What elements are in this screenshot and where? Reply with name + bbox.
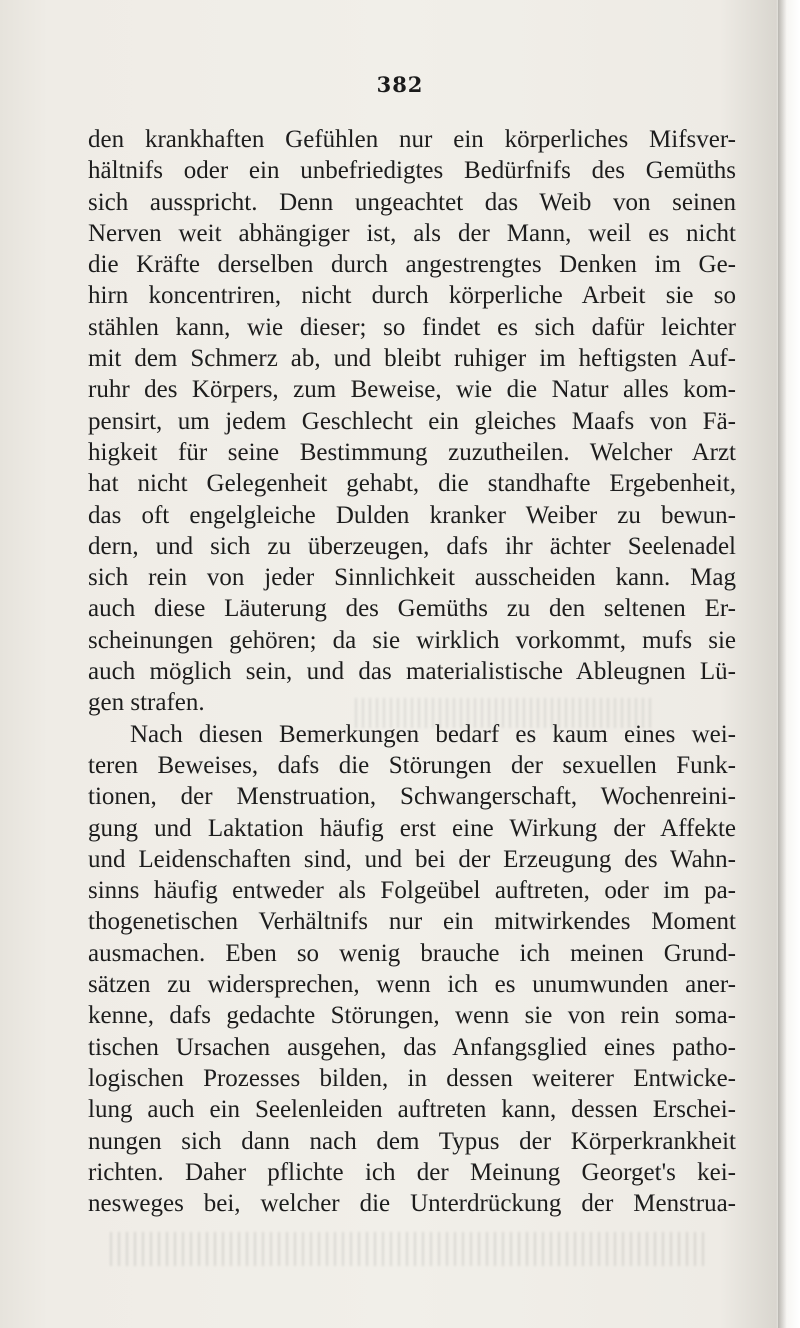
text-line: auch möglich sein, und das materialistische Ableugnen Lü- <box>88 658 736 686</box>
text-line: nesweges bei, welcher die Unterdrückung der Menstrua- <box>88 1190 736 1218</box>
text-line: sich rein von jeder Sinnlichkeit ausscheiden kann. Mag <box>88 564 736 592</box>
text-line: das oft engelgleiche Dulden kranker Weiber zu bewun- <box>88 501 736 529</box>
text-line: kenne, dafs gedachte Störungen, wenn sie von rein soma- <box>88 1002 736 1030</box>
text-line: die Kräfte derselben durch angestrengtes Denken im Ge- <box>88 251 736 279</box>
text-line: tischen Ursachen ausgehen, das Anfangsglied eines patho- <box>88 1033 736 1061</box>
text-line: mit dem Schmerz ab, und bleibt ruhiger im heftigsten Auf- <box>88 345 736 373</box>
text-line: sinns häufig entweder als Folgeübel auftreten, oder im pa- <box>88 877 736 905</box>
text-line: gung und Laktation häufig erst eine Wirkung der Affekte <box>88 814 736 842</box>
body-text <box>88 124 736 1219</box>
text-line: stählen kann, wie dieser; so findet es sich dafür leichter <box>88 313 736 341</box>
text-line: dern, und sich zu überzeugen, dafs ihr ächter Seelenadel <box>88 532 736 560</box>
text-line: richten. Daher pflichte ich der Meinung Georget's kei- <box>88 1158 736 1186</box>
text-line: higkeit für seine Bestimmung zuzutheilen. Welcher Arzt <box>88 438 736 466</box>
text-line: den krankhaften Gefühlen nur ein körperliches Mifsver- <box>88 126 736 153</box>
text-line: teren Beweises, dafs die Störungen der sexuellen Funk- <box>88 751 736 779</box>
text-line: hirn koncentriren, nicht durch körperliche Arbeit sie so <box>88 282 736 310</box>
text-line: sich ausspricht. Denn ungeachtet das Weib von seinen <box>88 188 736 216</box>
text-line: logischen Prozesses bilden, in dessen weiterer Entwicke- <box>88 1064 736 1092</box>
text-line: pensirt, um jedem Geschlecht ein gleiches Maafs von Fä- <box>88 407 736 435</box>
text-line: hältnifs oder ein unbefriedigtes Bedürfnifs des Gemüths <box>88 157 736 185</box>
text-line: Nerven weit abhängiger ist, als der Mann, weil es nicht <box>88 219 736 247</box>
show-through-text-bottom <box>110 1232 710 1266</box>
page-number: 382 <box>376 72 424 97</box>
text-line: hat nicht Gelegenheit gehabt, die standhafte Ergebenheit, <box>88 470 736 498</box>
text-line: lung auch ein Seelenleiden auftreten kann, dessen Erschei- <box>88 1096 736 1124</box>
text-line: nungen sich dann nach dem Typus der Körperkrankheit <box>88 1127 736 1155</box>
text-line: thogenetischen Verhältnifs nur ein mitwirkendes Moment <box>88 908 736 936</box>
text-line: sätzen zu widersprechen, wenn ich es unumwunden aner- <box>88 971 736 999</box>
text-line: und Leidenschaften sind, und bei der Erzeugung des Wahn- <box>88 845 736 873</box>
text-line: auch diese Läuterung des Gemüths zu den seltenen Er- <box>88 595 736 623</box>
text-line: tionen, der Menstruation, Schwangerschaft, Wochenreini- <box>88 783 736 811</box>
text-line: scheinungen gehören; da sie wirklich vorkommt, mufs sie <box>88 626 736 654</box>
paragraph-end-line: gen strafen. <box>88 689 205 717</box>
page-edge-shadow <box>778 0 800 1328</box>
text-line: ausmachen. Eben so wenig brauche ich meinen Grund- <box>88 939 736 967</box>
text-line: ruhr des Körpers, zum Beweise, wie die Natur alles kom- <box>88 376 736 404</box>
paragraph-start-line: Nach diesen Bemerkungen bedarf es kaum eines wei- <box>130 720 736 748</box>
